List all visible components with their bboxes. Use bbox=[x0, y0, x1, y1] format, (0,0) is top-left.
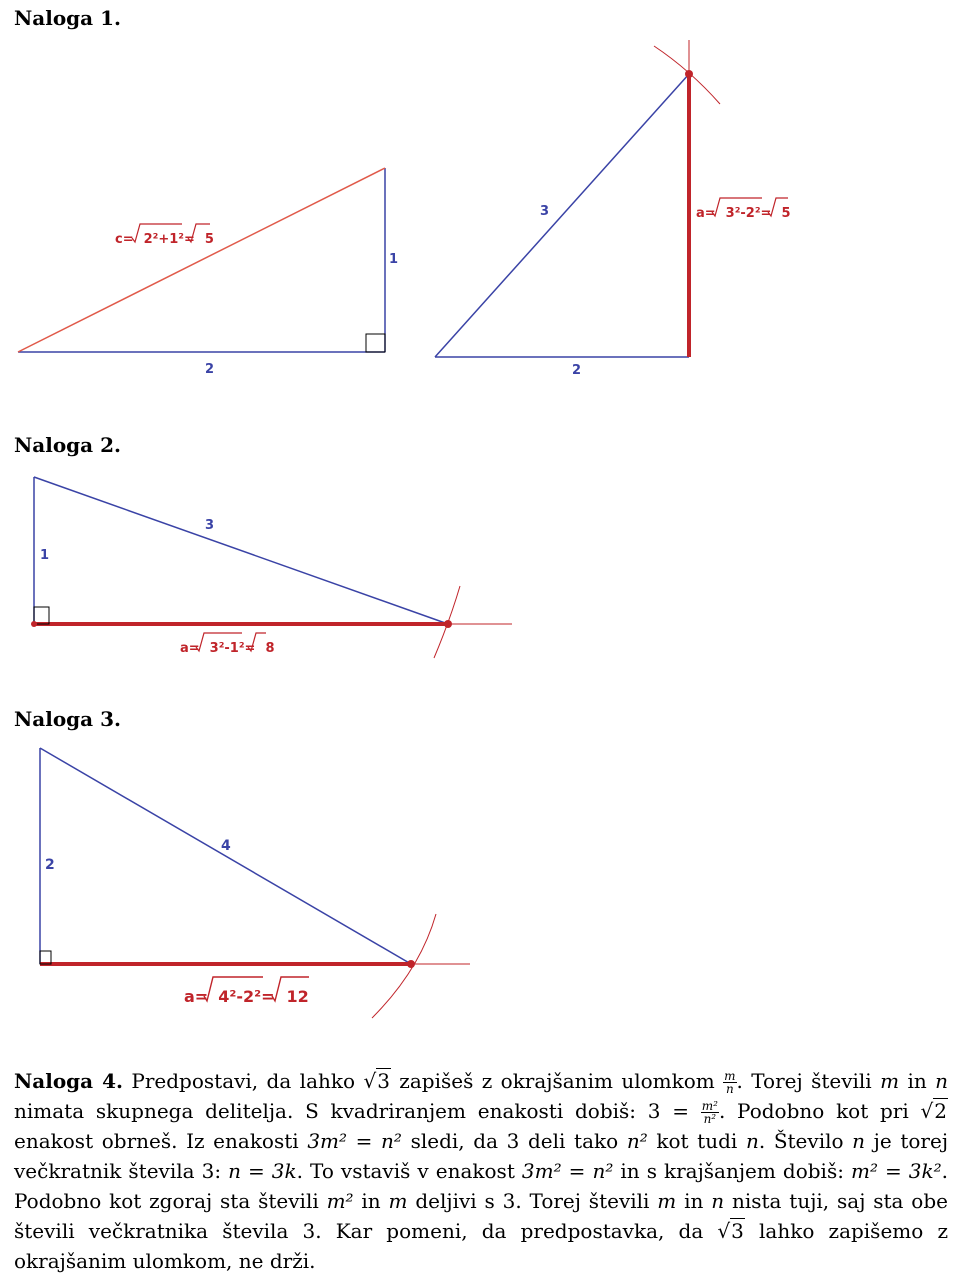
task2-heading: Naloga 2. bbox=[14, 433, 121, 457]
fraction-m2-n2: $\frac{\text{m²}}{\text{n²}}$ bbox=[701, 1099, 718, 1126]
hyp-label: 3 bbox=[205, 518, 215, 533]
text: . Število bbox=[758, 1129, 853, 1153]
sqrt-3: √3 bbox=[363, 1069, 390, 1093]
hypotenuse bbox=[435, 74, 689, 357]
sqrt-3b: √3 bbox=[717, 1219, 744, 1243]
vertical-label: 2 bbox=[45, 857, 55, 873]
task1-heading: Naloga 1. bbox=[14, 6, 121, 30]
vertical-label: 1 bbox=[389, 252, 399, 267]
intersection-point bbox=[685, 70, 693, 78]
text: sledi, da 3 deli tako bbox=[401, 1129, 627, 1153]
text: deljivi s 3. Torej števili bbox=[407, 1189, 658, 1213]
right-angle-mark bbox=[34, 607, 49, 624]
hyp-label: c= 2²+1²= 5 bbox=[115, 232, 214, 247]
fraction-m-n: $\frac{m}{n}$ bbox=[724, 1069, 736, 1096]
right-angle-mark bbox=[366, 334, 385, 352]
base-label: 2 bbox=[572, 363, 582, 378]
task1-triangle-2 bbox=[435, 40, 791, 378]
text: . Podobno kot pri bbox=[718, 1099, 921, 1123]
hyp-label: 4 bbox=[221, 838, 231, 854]
hypotenuse bbox=[34, 477, 448, 624]
task3-heading: Naloga 3. bbox=[14, 707, 121, 731]
text: in bbox=[676, 1189, 712, 1213]
text: in s krajšanjem dobiš: bbox=[613, 1159, 851, 1183]
var: m bbox=[657, 1189, 677, 1213]
intersection-point bbox=[407, 960, 415, 968]
equation: n = 3k bbox=[228, 1159, 297, 1183]
equation: m² = 3k² bbox=[850, 1159, 942, 1183]
text: je torej večkratnik števila 3: bbox=[14, 1129, 949, 1183]
text: . To vstaviš v enakost bbox=[296, 1159, 522, 1183]
text: kot tudi bbox=[647, 1129, 746, 1153]
base-label: 2 bbox=[205, 362, 215, 377]
text: in bbox=[353, 1189, 389, 1213]
task2-triangle bbox=[31, 477, 512, 658]
text: . Torej števili bbox=[736, 1069, 881, 1093]
text: in bbox=[899, 1069, 936, 1093]
var: m bbox=[388, 1189, 408, 1213]
base-label: a= 4²-2²= 12 bbox=[184, 987, 309, 1006]
var: n² bbox=[626, 1129, 648, 1153]
task4-heading: Naloga 4. bbox=[14, 1069, 123, 1093]
text: lahko zapišemo z okrajšanim ulomkom, ne drži. bbox=[14, 1219, 948, 1273]
vertex-point bbox=[31, 621, 37, 627]
var: n bbox=[852, 1129, 866, 1153]
vertical-label: 1 bbox=[40, 548, 50, 563]
task3-triangle bbox=[40, 748, 470, 1018]
equation: 3m² = n² bbox=[307, 1129, 402, 1153]
text: nista tuji, saj sta obe števili večkratnika števila 3. Kar pomeni, da predpostavka, da bbox=[14, 1189, 948, 1243]
hypotenuse bbox=[18, 168, 385, 352]
intersection-point bbox=[444, 620, 452, 628]
equation: 3m² = n² bbox=[521, 1159, 614, 1183]
text: nimata skupnega delitelja. S kvadriranjem enakosti dobiš: 3 = bbox=[14, 1099, 701, 1123]
task4-paragraph bbox=[14, 1066, 948, 1276]
var: m bbox=[880, 1069, 900, 1093]
sqrt-2: √2 bbox=[920, 1099, 947, 1123]
hypotenuse bbox=[40, 748, 411, 964]
text: zapišeš z okrajšanim ulomkom bbox=[390, 1069, 724, 1093]
text: enakost obrneš. Iz enakosti bbox=[14, 1129, 308, 1153]
base-label: a= 3²-1²= 8 bbox=[180, 641, 275, 656]
vertical-label: a= 3²-2²= 5 bbox=[696, 206, 791, 221]
var: n bbox=[745, 1129, 759, 1153]
var: n bbox=[711, 1189, 725, 1213]
text: . Podobno kot zgoraj sta števili bbox=[14, 1159, 949, 1213]
var: n bbox=[935, 1069, 949, 1093]
hyp-label: 3 bbox=[540, 204, 550, 219]
var: m² bbox=[326, 1189, 354, 1213]
task1-triangle-1 bbox=[18, 168, 398, 377]
text: Predpostavi, da lahko bbox=[123, 1069, 364, 1093]
